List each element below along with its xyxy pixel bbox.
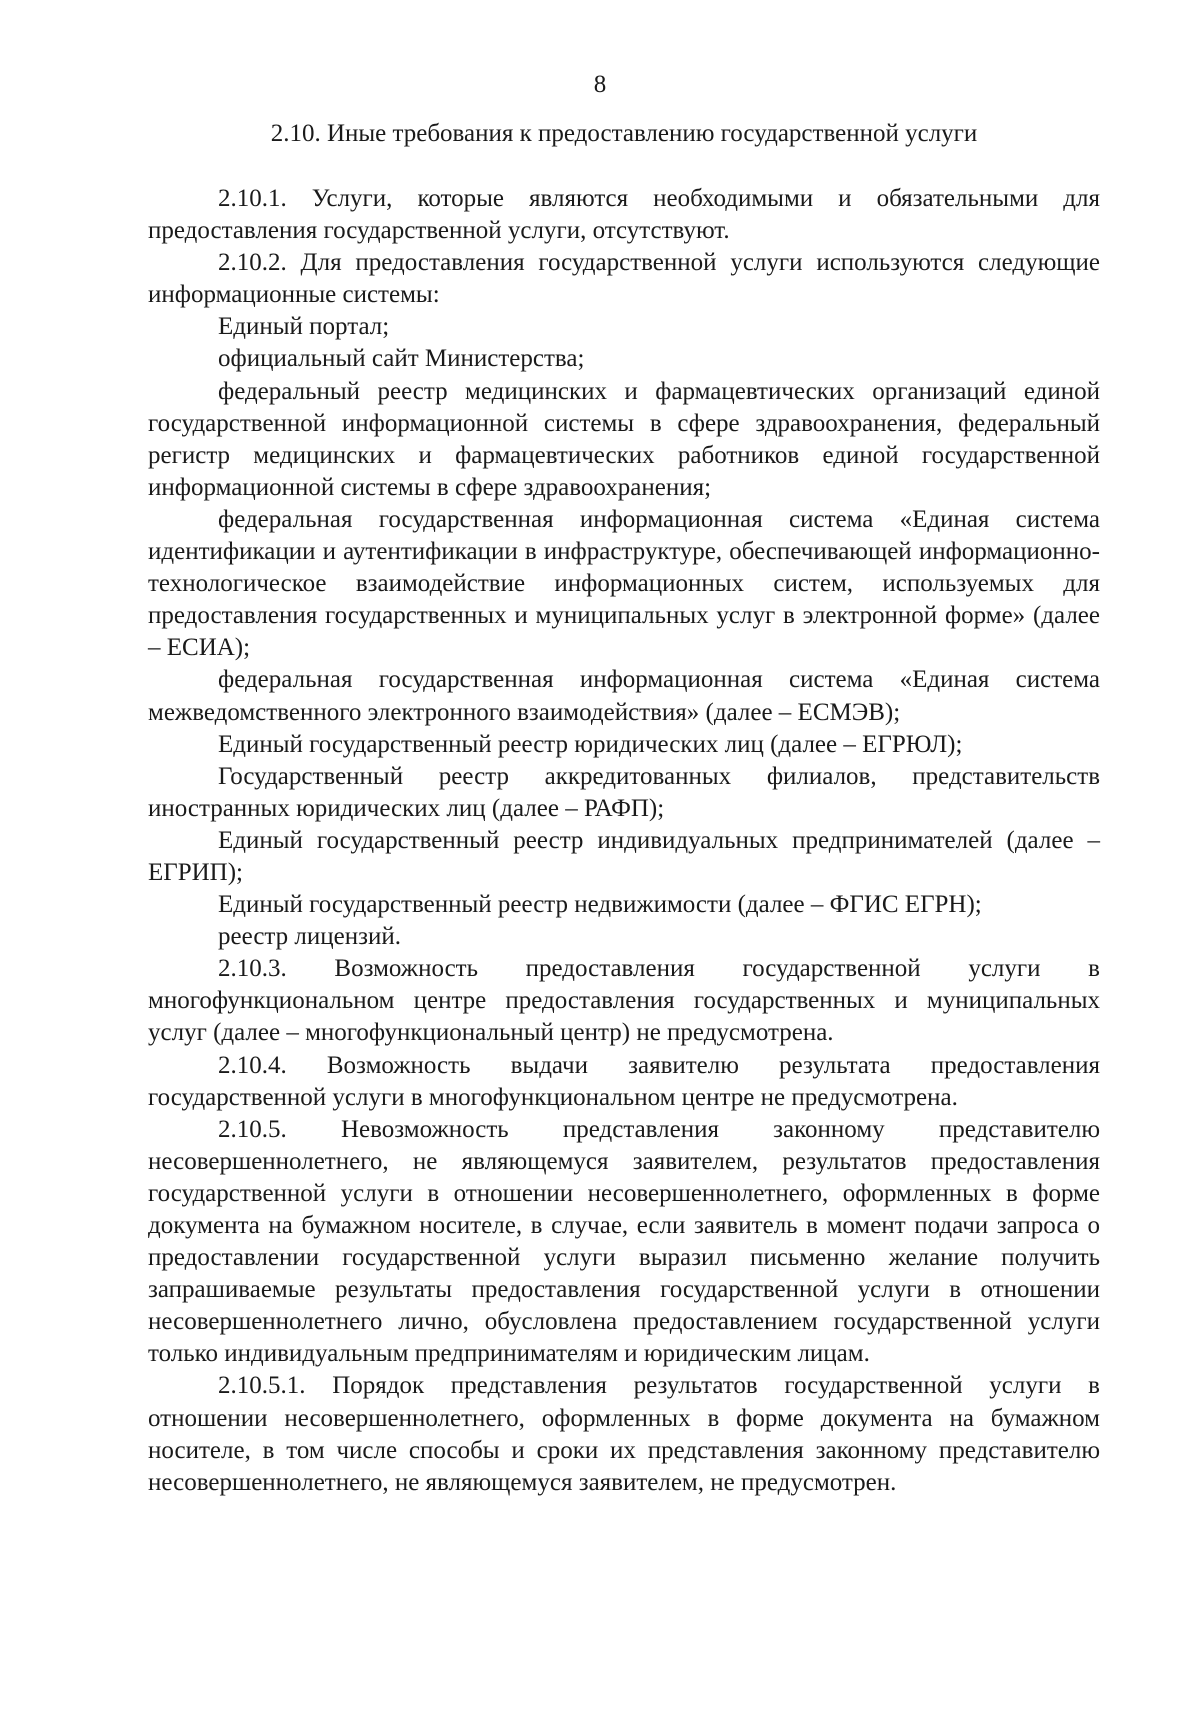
list-item-license-registry: реестр лицензий. <box>218 923 401 951</box>
paragraph-2-10-1: 2.10.1. Услуги, которые являются необходимыми и обязательными для предоставления государственной услуги, отсутствуют. <box>148 185 1100 245</box>
paragraph-2-10-3: 2.10.3. Возможность предоставления государственной услуги в многофункциональном центре предоставления государственных и муниципальных услуг (далее – многофункциональный центр) не предусмотрена. <box>148 955 1100 1047</box>
list-item-rafp: Государственный реестр аккредитованных филиалов, представительств иностранных юридических лиц (далее – РАФП); <box>148 762 1100 822</box>
paragraph-2-10-4: 2.10.4. Возможность выдачи заявителю результата предоставления государственной услуги в многофункциональном центре не предусмотрена. <box>148 1051 1100 1111</box>
list-item-unified-portal: Единый портал; <box>218 313 390 341</box>
list-item-esia: федеральная государственная информационная система «Единая система идентификации и аутентификации в инфраструктуре, обеспечивающей информационно-технологическое взаимодействие информационных систем, используемых для предоставления государственных и муниципальных услуг в электронной форме» (далее – ЕСИА); <box>148 505 1100 662</box>
list-item-egrn: Единый государственный реестр недвижимости (далее – ФГИС ЕГРН); <box>218 891 982 919</box>
paragraph-2-10-5: 2.10.5. Невозможность представления законному представителю несовершеннолетнего, не являющемуся заявителем, результатов предоставления государственной услуги в отношении несовершеннолетнего, оформленных в форме документа на бумажном носителе, в случае, если заявитель в момент подачи запроса о предоставлении государственной услуги выразил письменно желание получить запрашиваемые результаты предоставления государственной услуги в отношении несовершеннолетнего лично, обусловлена предоставлением государственной услуги только индивидуальным предпринимателям и юридическим лицам. <box>148 1115 1100 1368</box>
document-body <box>148 183 1100 1499</box>
paragraph-2-10-5-1: 2.10.5.1. Порядок представления результатов государственной услуги в отношении несовершеннолетнего, оформленных в форме документа на бумажном носителе, в том числе способы и сроки их представления законному представителю несовершеннолетнего, не являющемуся заявителем, не предусмотрен. <box>148 1372 1100 1496</box>
list-item-egrul: Единый государственный реестр юридических лиц (далее – ЕГРЮЛ); <box>218 730 963 758</box>
page-number: 8 <box>593 71 607 98</box>
paragraph-2-10-2: 2.10.2. Для предоставления государственной услуги используются следующие информационные системы: <box>148 249 1100 309</box>
list-item-esmev: федеральная государственная информационная система «Единая система межведомственного электронного взаимодействия» (далее – ЕСМЭВ); <box>148 666 1100 726</box>
list-item-medical-registry: федеральный реестр медицинских и фармацевтических организаций единой государственной информационной системы в сфере здравоохранения, федеральный регистр медицинских и фармацевтических работников единой государственной информационной системы в сфере здравоохранения; <box>148 377 1100 501</box>
section-heading: 2.10. Иные требования к предоставлению государственной услуги <box>270 120 978 147</box>
list-item-ministry-site: официальный сайт Министерства; <box>218 345 585 373</box>
list-item-egrip: Единый государственный реестр индивидуальных предпринимателей (далее – ЕГРИП); <box>148 826 1100 886</box>
